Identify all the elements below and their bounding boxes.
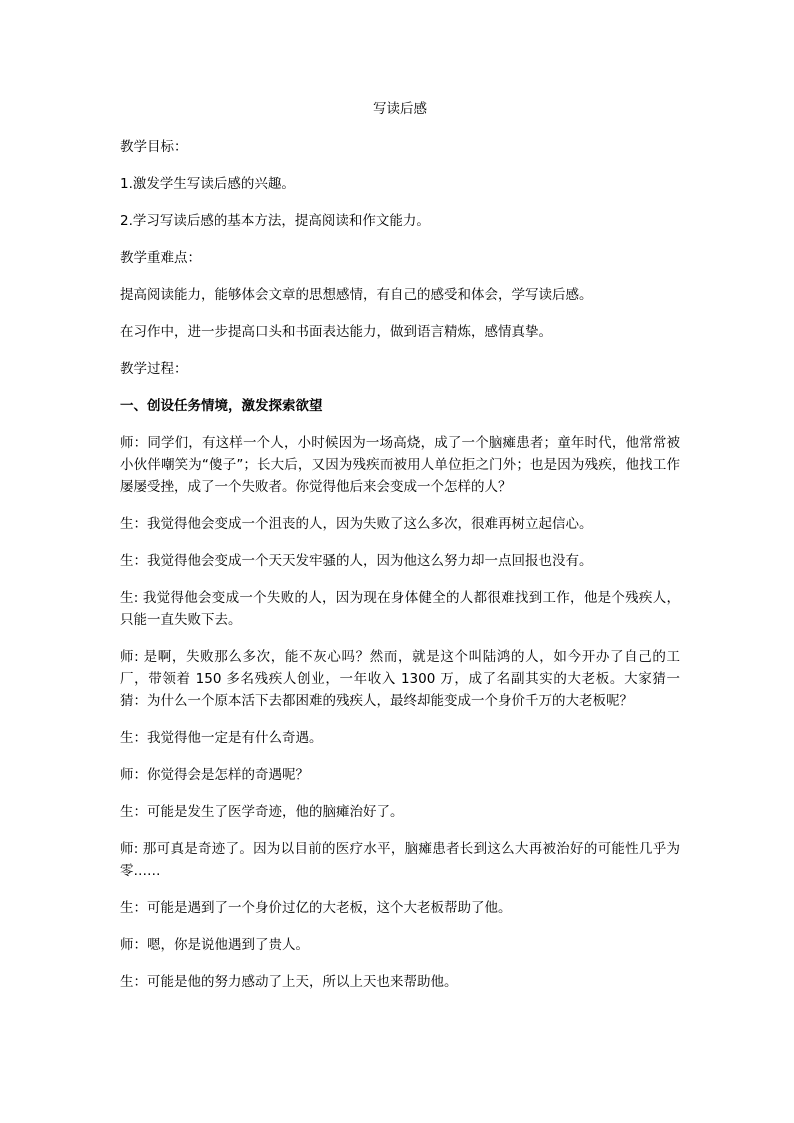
- dialogue-paragraph: 生：我觉得他一定是有什么奇遇。: [120, 730, 323, 746]
- section-heading-objectives: 教学目标：: [120, 139, 188, 155]
- document-title: 写读后感: [373, 101, 427, 117]
- dialogue-paragraph: 生: 我觉得他会变成一个失败的人，因为现在身体健全的人都很难找到工作，他是个残疾人，只能一直失败下去。: [120, 590, 680, 628]
- process-step-heading: 一、创设任务情境，激发探索欲望: [120, 398, 323, 414]
- objective-item: 1.激发学生写读后感的兴趣。: [120, 176, 295, 192]
- dialogue-paragraph: 师：嗯，你是说他遇到了贵人。: [120, 937, 309, 953]
- section-heading-process: 教学过程：: [120, 361, 188, 377]
- key-point-paragraph: 提高阅读能力，能够体会文章的思想感情，有自己的感受和体会，学写读后感。: [120, 287, 593, 303]
- key-point-paragraph: 在习作中，进一步提高口头和书面表达能力，做到语言精炼，感情真挚。: [120, 324, 552, 340]
- dialogue-paragraph: 生：可能是遇到了一个身价过亿的大老板，这个大老板帮助了他。: [120, 900, 512, 916]
- dialogue-paragraph: 生：我觉得他会变成一个沮丧的人，因为失败了这么多次，很难再树立起信心。: [120, 516, 593, 532]
- dialogue-paragraph: 生：可能是发生了医学奇迹，他的脑瘫治好了。: [120, 804, 404, 820]
- dialogue-paragraph: 师：你觉得会是怎样的奇遇呢？: [120, 767, 309, 783]
- dialogue-paragraph: 师: 是啊，失败那么多次，能不灰心吗？然而，就是这个叫陆鸿的人，如今开办了自己的工厂，带领着 150 多名残疾人创业，一年收入 1300 万，成了名副其实的大老板。大家猜一猜：为什么一个原本活下去都困难的残疾人，最终却能变成一个身价千万的大老板呢？: [120, 649, 680, 709]
- dialogue-paragraph: 师：同学们，有这样一个人，小时候因为一场高烧，成了一个脑瘫患者；童年时代，他常常被小伙伴嘲笑为“傻子”；长大后，又因为残疾而被用人单位拒之门外；也是因为残疾，他找工作屡屡受挫，成了一个失败者。你觉得他后来会变成一个怎样的人？: [120, 435, 680, 495]
- section-heading-key-points: 教学重难点：: [120, 250, 201, 266]
- dialogue-paragraph: 师: 那可真是奇迹了。因为以目前的医疗水平，脑瘫患者长到这么大再被治好的可能性几乎为零……: [120, 841, 680, 879]
- dialogue-paragraph: 生：我觉得他会变成一个天天发牢骚的人，因为他这么努力却一点回报也没有。: [120, 553, 593, 569]
- objective-item: 2.学习写读后感的基本方法，提高阅读和作文能力。: [120, 213, 430, 229]
- document-body: [120, 98, 680, 1008]
- dialogue-paragraph: 生：可能是他的努力感动了上天，所以上天也来帮助他。: [120, 974, 458, 990]
